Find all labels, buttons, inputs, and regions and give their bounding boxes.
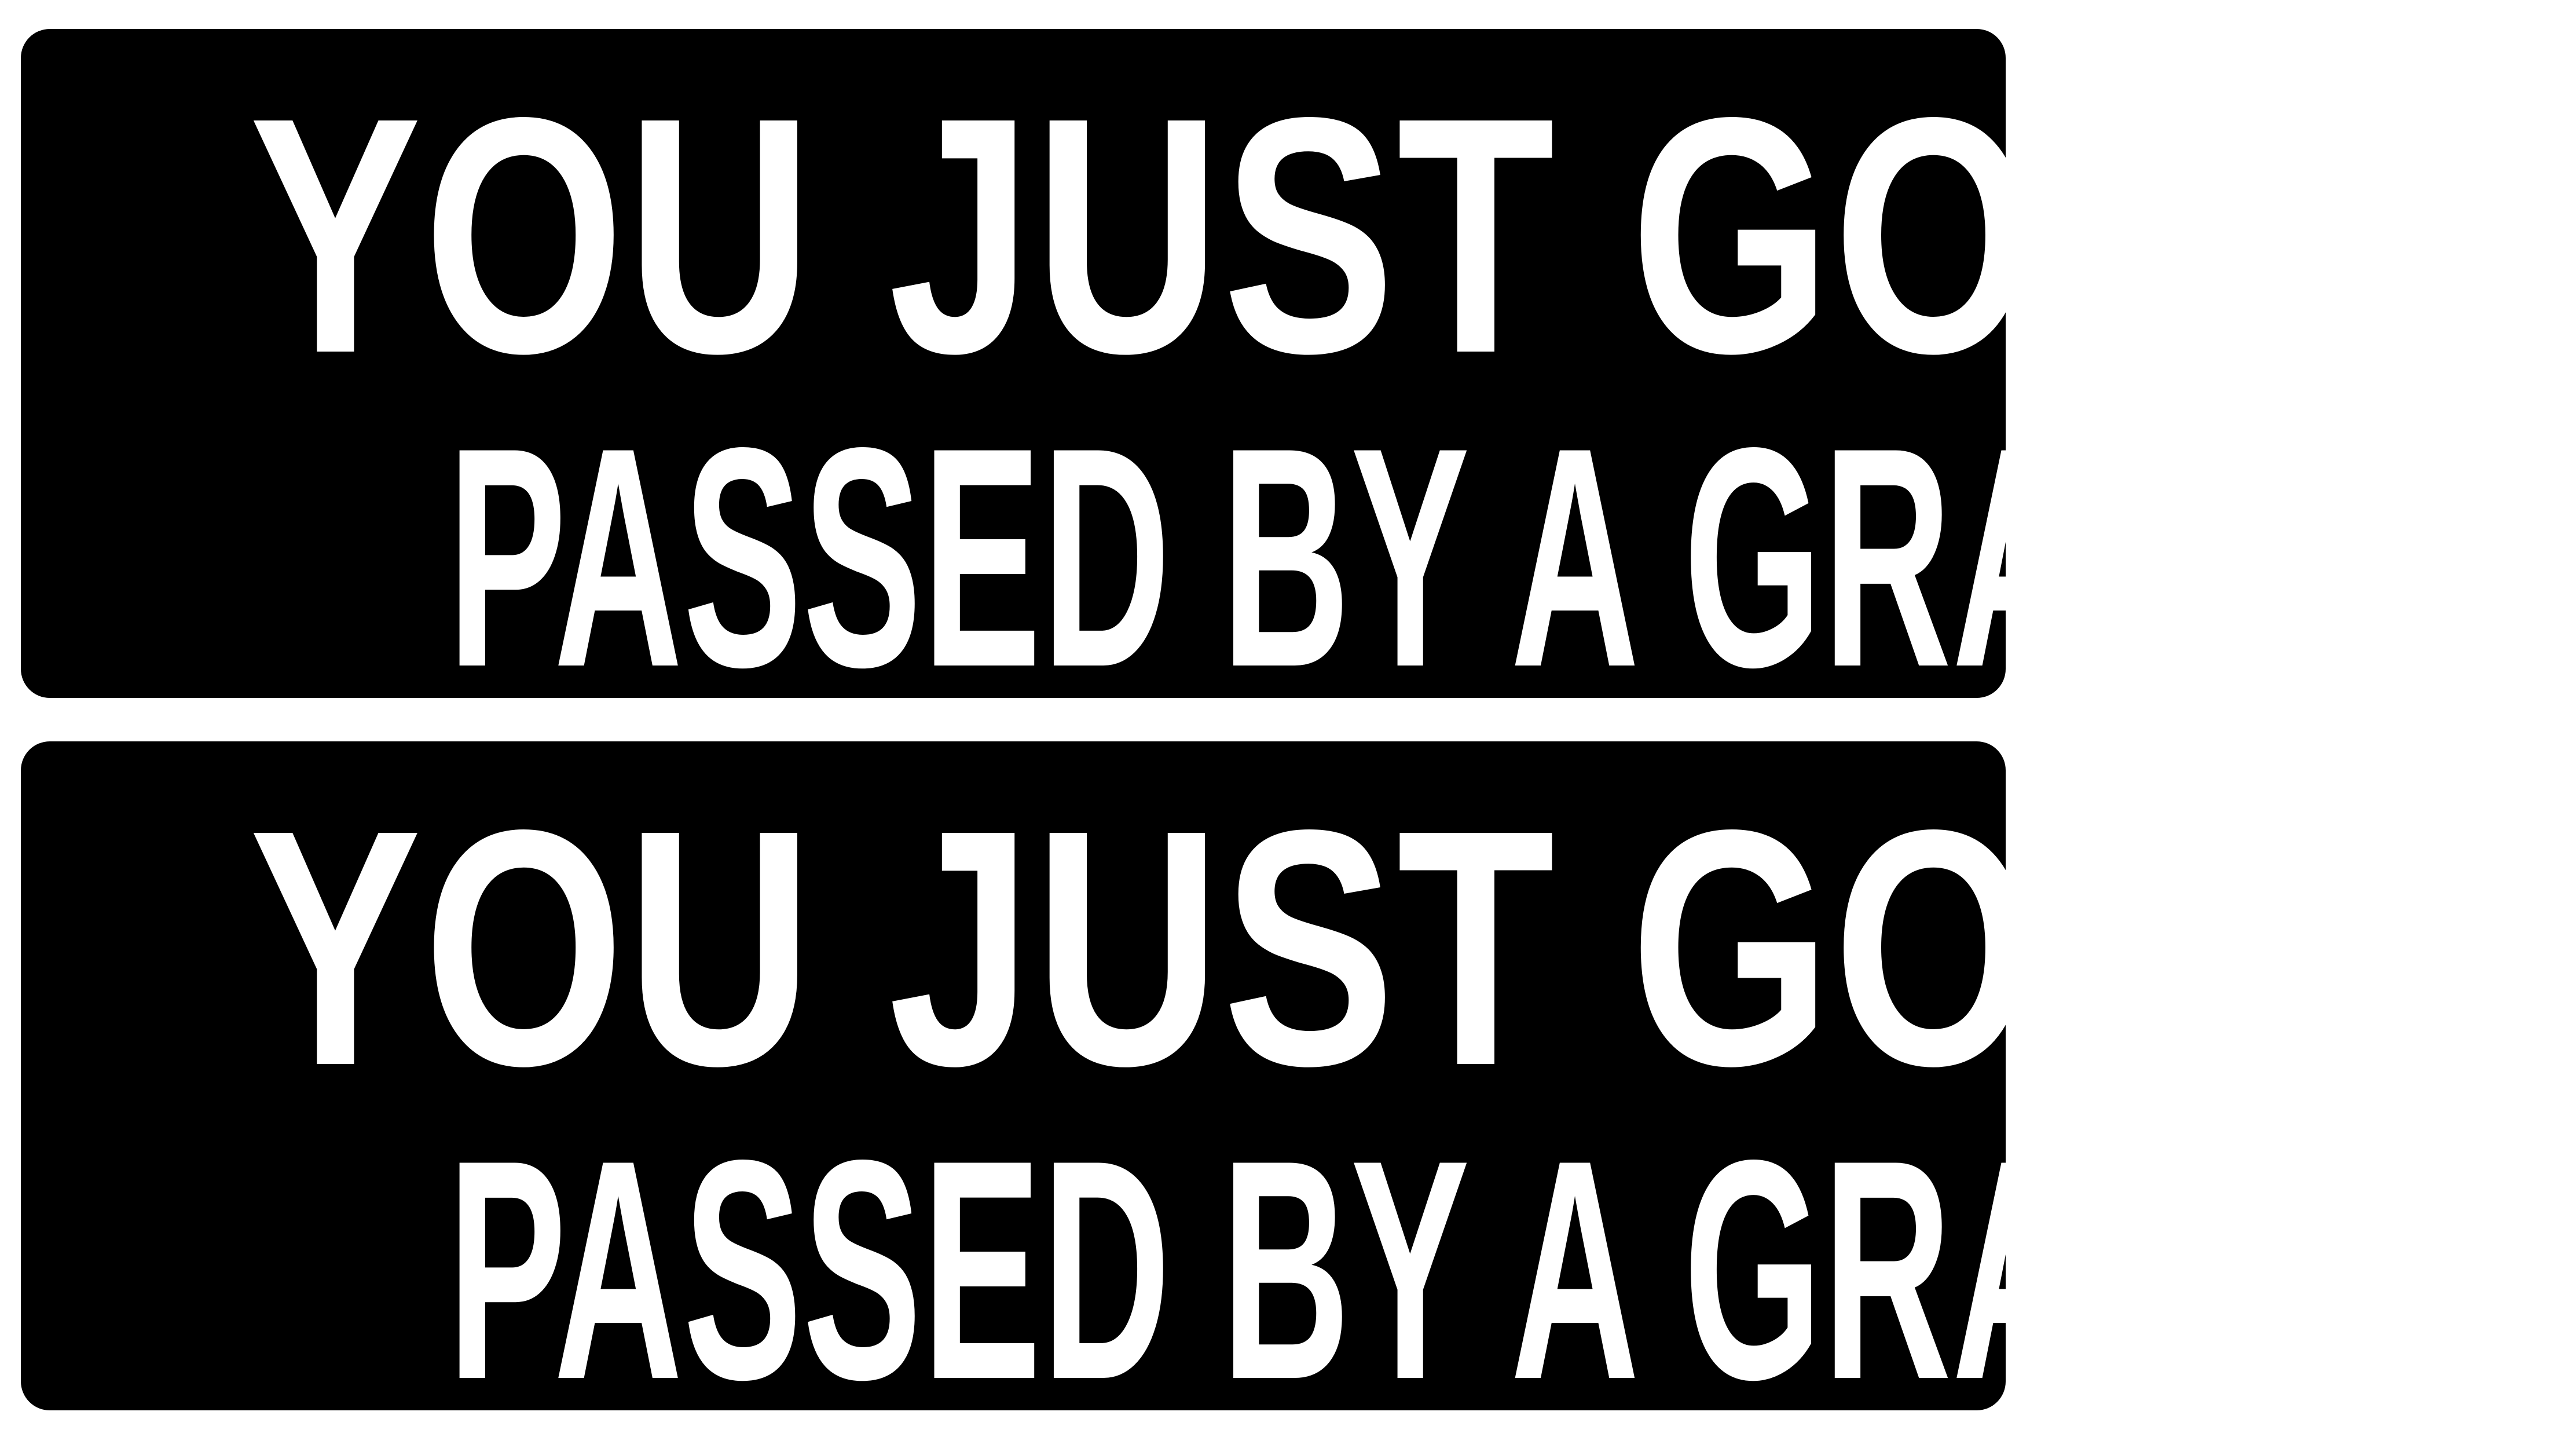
- sticker-bottom: [21, 741, 2576, 1445]
- sticker-top-line-1: YOU JUST GOT: [249, 47, 2196, 423]
- sticker-top: [21, 29, 2576, 732]
- sticker-top-line-2: PASSED BY A GRANDPA: [448, 383, 2576, 732]
- sticker-bottom-line-2: PASSED BY A GRANDPA: [448, 1095, 2576, 1445]
- sticker-bottom-line-1: YOU JUST GOT: [249, 760, 2196, 1135]
